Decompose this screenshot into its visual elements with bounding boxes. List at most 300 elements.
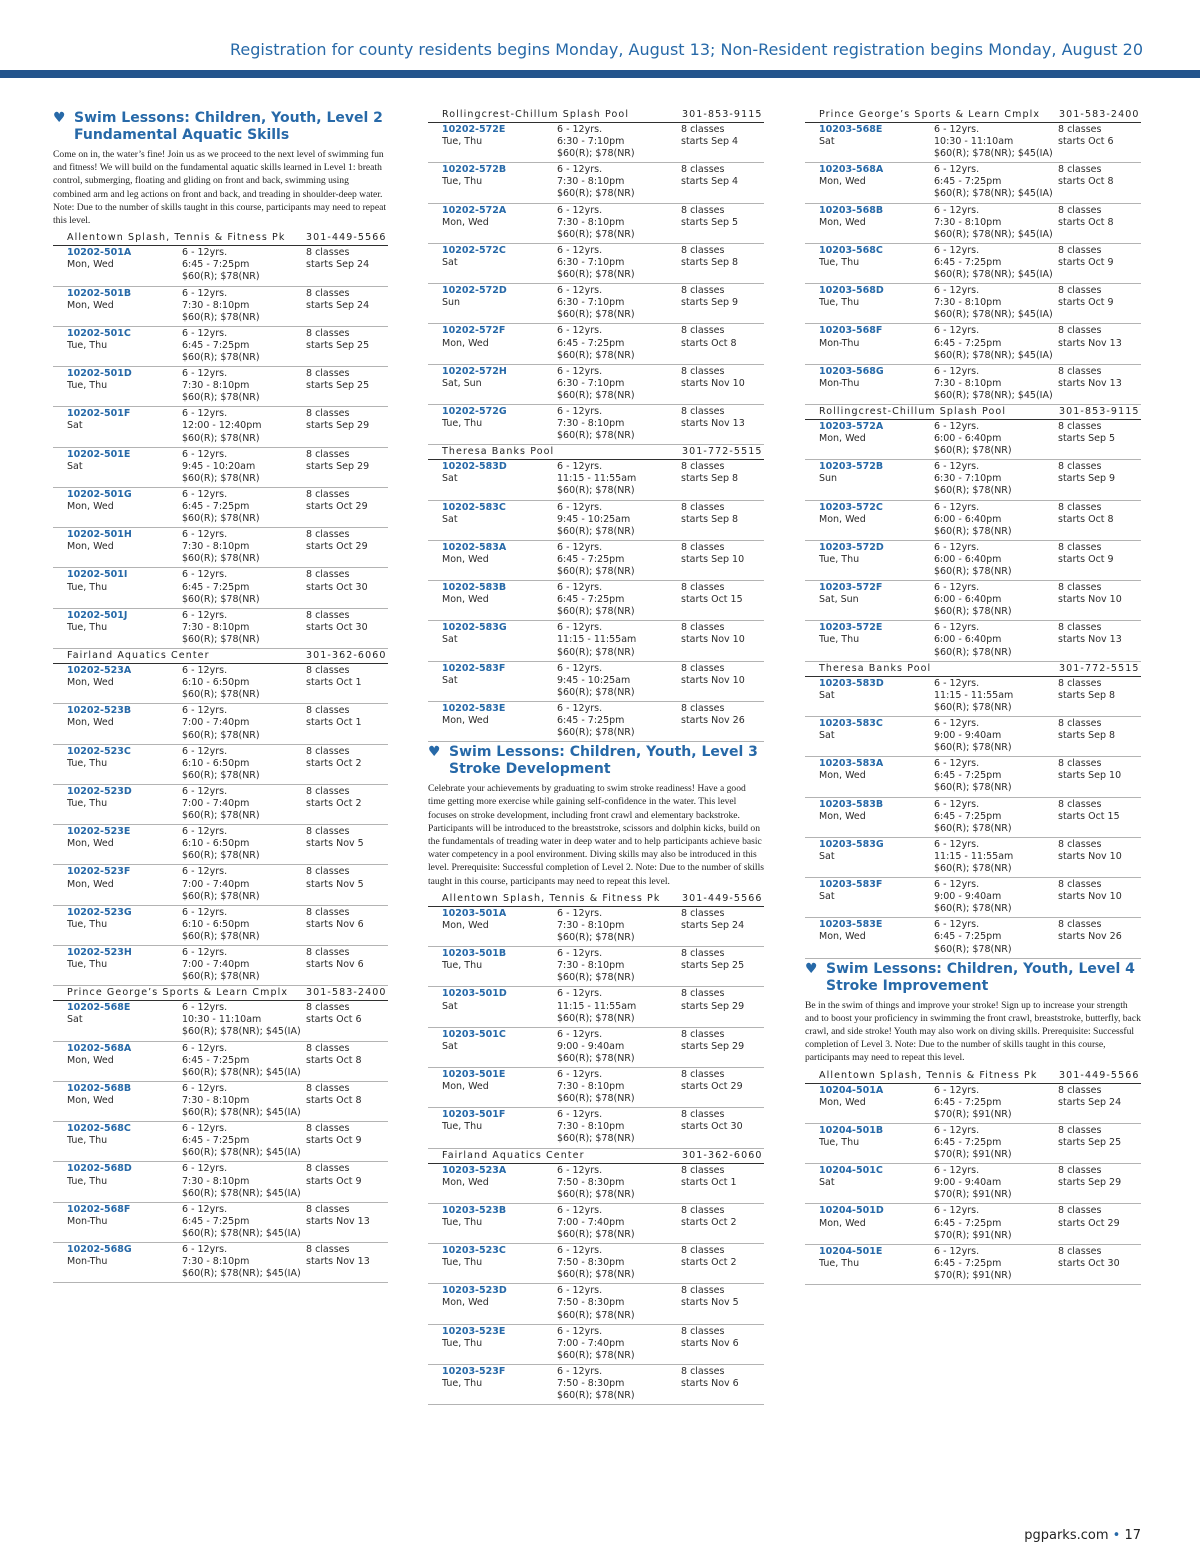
class-count: 8 classes	[1058, 124, 1102, 135]
class-age: 6 - 12yrs.	[934, 622, 980, 634]
class-code[interactable]: 10204-501A	[819, 1084, 884, 1096]
class-detail-cell	[182, 247, 306, 283]
class-id-cell	[819, 285, 934, 321]
class-code[interactable]: 10202-572G	[442, 405, 507, 417]
class-code[interactable]: 10203-572A	[819, 420, 884, 432]
class-count: 8 classes	[1058, 1084, 1102, 1096]
class-fee: $60(R); $78(NR)	[934, 701, 1012, 713]
class-code[interactable]: 10203-568A	[819, 164, 884, 176]
class-code[interactable]: 10202-568C	[67, 1123, 131, 1135]
class-detail-cell	[934, 678, 1058, 714]
class-row	[428, 1108, 764, 1148]
class-code[interactable]: 10203-583F	[819, 879, 883, 891]
class-start-date: starts Oct 30	[1058, 1257, 1120, 1269]
class-age: 6 - 12yrs.	[182, 1042, 228, 1054]
class-start-date: starts Oct 29	[681, 1081, 743, 1093]
class-age: 6 - 12yrs.	[557, 1245, 603, 1257]
class-detail-cell	[182, 449, 306, 485]
class-id-cell	[67, 866, 182, 902]
class-session-cell	[681, 1165, 764, 1201]
class-detail-cell	[557, 366, 681, 402]
venue-header	[428, 892, 764, 907]
class-session-cell	[681, 582, 764, 618]
class-row	[428, 1068, 764, 1108]
class-code[interactable]: 10203-523F	[442, 1365, 506, 1377]
class-days: Mon, Wed	[67, 541, 114, 553]
class-days: Tue, Thu	[819, 256, 860, 268]
class-days: Tue, Thu	[442, 176, 483, 188]
class-time: 7:00 - 7:40pm	[557, 1337, 625, 1349]
site-link[interactable]: pgparks.com	[1024, 1528, 1109, 1543]
class-count: 8 classes	[306, 247, 350, 259]
class-time: 6:45 - 7:25pm	[934, 1137, 1002, 1149]
class-count: 8 classes	[1058, 1205, 1102, 1217]
class-count: 8 classes	[1058, 461, 1102, 473]
class-count: 8 classes	[1058, 798, 1102, 810]
class-code[interactable]: 10202-568A	[67, 1042, 132, 1054]
class-session-cell	[306, 947, 388, 983]
class-age: 6 - 12yrs.	[934, 582, 980, 594]
class-start-date: starts Sep 24	[1058, 1096, 1122, 1108]
banner-bar	[0, 70, 1200, 78]
class-row	[805, 123, 1141, 163]
class-age: 6 - 12yrs.	[182, 368, 228, 380]
class-row	[53, 664, 388, 704]
venue-name: Allentown Splash, Tennis & Fitness Pk	[442, 892, 661, 904]
class-session-cell	[306, 826, 388, 862]
class-time: 7:30 - 8:10pm	[934, 297, 1002, 309]
class-age: 6 - 12yrs.	[934, 1084, 980, 1096]
class-session-cell	[681, 703, 764, 739]
class-session-cell	[1058, 461, 1141, 497]
class-age: 6 - 12yrs.	[557, 124, 603, 135]
class-time: 6:30 - 7:10pm	[557, 297, 625, 309]
class-code[interactable]: 10202-568F	[67, 1203, 131, 1215]
class-days: Tue, Thu	[442, 1337, 483, 1349]
class-code[interactable]: 10202-523C	[67, 745, 131, 757]
venue-name: Theresa Banks Pool	[819, 662, 932, 674]
class-code[interactable]: 10203-583C	[819, 717, 883, 729]
venue-table	[805, 108, 1141, 405]
class-row	[428, 365, 764, 405]
class-age: 6 - 12yrs.	[934, 1124, 980, 1136]
class-start-date: starts Sep 25	[1058, 1137, 1122, 1149]
class-id-cell	[819, 124, 934, 160]
class-code[interactable]: 10203-583E	[819, 919, 883, 931]
class-count: 8 classes	[681, 907, 725, 919]
class-code[interactable]: 10203-501F	[442, 1109, 506, 1121]
class-age: 6 - 12yrs.	[182, 1082, 228, 1094]
class-fee: $60(R); $78(NR)	[557, 228, 635, 240]
class-session-cell	[681, 205, 764, 241]
class-id-cell	[442, 1245, 557, 1281]
class-code[interactable]: 10203-523C	[442, 1245, 506, 1257]
class-row	[428, 1028, 764, 1068]
class-fee: $60(R); $78(NR)	[934, 903, 1012, 915]
class-fee: $60(R); $78(NR)	[557, 606, 635, 618]
class-detail-cell	[557, 582, 681, 618]
class-count: 8 classes	[681, 622, 725, 634]
class-start-date: starts Sep 10	[1058, 770, 1122, 782]
class-start-date: starts Nov 10	[681, 634, 745, 646]
class-session-cell	[681, 1069, 764, 1105]
class-code[interactable]: 10203-568F	[819, 325, 883, 337]
class-code[interactable]: 10202-523B	[67, 705, 132, 717]
class-time: 7:30 - 8:10pm	[182, 621, 250, 633]
class-days: Mon, Wed	[819, 433, 866, 445]
class-start-date: starts Nov 10	[1058, 594, 1122, 606]
class-fee: $60(R); $78(NR)	[557, 1309, 635, 1321]
class-code[interactable]: 10202-568G	[67, 1243, 132, 1255]
class-time: 9:00 - 9:40am	[557, 1040, 625, 1052]
class-code[interactable]: 10202-583F	[442, 662, 506, 674]
class-days: Mon, Wed	[442, 216, 489, 228]
class-row	[428, 541, 764, 581]
class-detail-cell	[934, 542, 1058, 578]
class-start-date: starts Nov 10	[1058, 891, 1122, 903]
class-row	[805, 420, 1141, 460]
class-code[interactable]: 10203-572D	[819, 541, 884, 553]
class-age: 6 - 12yrs.	[557, 1285, 603, 1297]
class-code[interactable]: 10202-583B	[442, 582, 507, 594]
class-id-cell	[442, 988, 557, 1024]
class-start-date: starts Sep 25	[681, 960, 745, 972]
class-row	[53, 704, 388, 744]
class-fee: $60(R); $78(NR)	[182, 392, 260, 404]
class-days: Mon, Wed	[442, 337, 489, 349]
class-session-cell	[306, 1123, 388, 1159]
class-code[interactable]: 10202-572C	[442, 244, 506, 256]
class-fee: $60(R); $78(NR)	[934, 445, 1012, 457]
class-count: 8 classes	[306, 529, 350, 541]
class-days: Tue, Thu	[67, 1175, 108, 1187]
class-days: Mon, Wed	[819, 1096, 866, 1108]
class-session-cell	[1058, 758, 1141, 794]
class-count: 8 classes	[306, 1203, 350, 1215]
class-age: 6 - 12yrs.	[557, 1204, 603, 1216]
class-age: 6 - 12yrs.	[934, 1165, 980, 1177]
class-age: 6 - 12yrs.	[182, 1243, 228, 1255]
class-start-date: starts Nov 13	[1058, 634, 1122, 646]
class-start-date: starts Oct 8	[306, 1054, 362, 1066]
class-days: Mon, Wed	[442, 919, 489, 931]
class-days: Sat, Sun	[442, 377, 482, 389]
class-detail-cell	[182, 705, 306, 741]
class-session-cell	[1058, 502, 1141, 538]
class-session-cell	[1058, 421, 1141, 457]
class-days: Mon, Wed	[67, 259, 114, 271]
class-code[interactable]: 10203-523B	[442, 1204, 507, 1216]
class-age: 6 - 12yrs.	[934, 285, 980, 297]
class-id-cell	[819, 622, 934, 658]
class-code[interactable]: 10202-501A	[67, 247, 132, 259]
venue-header	[805, 662, 1141, 677]
class-code[interactable]: 10202-501B	[67, 287, 132, 299]
class-code[interactable]: 10203-501D	[442, 988, 507, 1000]
class-days: Sat	[442, 634, 458, 646]
class-detail-cell	[557, 406, 681, 442]
class-detail-cell	[557, 1109, 681, 1145]
class-session-cell	[681, 542, 764, 578]
class-days: Tue, Thu	[442, 1121, 483, 1133]
class-code[interactable]: 10204-501E	[819, 1245, 883, 1257]
class-start-date: starts Oct 2	[681, 1216, 737, 1228]
class-count: 8 classes	[681, 1365, 725, 1377]
venue-table	[805, 662, 1141, 959]
class-count: 8 classes	[1058, 919, 1102, 931]
class-age: 6 - 12yrs.	[182, 947, 228, 958]
class-time: 6:45 - 7:25pm	[934, 256, 1002, 268]
class-session-cell	[306, 449, 388, 485]
class-id-cell	[67, 746, 182, 782]
class-code[interactable]: 10203-568E	[819, 124, 883, 135]
class-fee: $60(R); $78(NR)	[182, 553, 260, 565]
class-code[interactable]: 10202-572H	[442, 365, 507, 377]
class-row	[805, 677, 1141, 717]
class-code[interactable]: 10202-501J	[67, 609, 128, 621]
class-detail-cell	[182, 665, 306, 701]
class-session-cell	[681, 1109, 764, 1145]
class-id-cell	[442, 1285, 557, 1321]
class-code[interactable]: 10203-568B	[819, 204, 884, 216]
class-age: 6 - 12yrs.	[182, 408, 228, 420]
class-session-cell	[681, 164, 764, 200]
class-detail-cell	[182, 947, 306, 983]
class-count: 8 classes	[681, 1245, 725, 1257]
class-session-cell	[306, 1083, 388, 1119]
class-time: 7:30 - 8:10pm	[557, 1081, 625, 1093]
class-count: 8 classes	[681, 1164, 725, 1176]
class-row	[53, 1082, 388, 1122]
class-session-cell	[681, 948, 764, 984]
class-count: 8 classes	[306, 785, 350, 797]
class-code[interactable]: 10202-583C	[442, 501, 506, 513]
venue-phone: 301-772-5515	[1059, 662, 1140, 674]
class-fee: $60(R); $78(NR); $45(IA)	[934, 188, 1053, 200]
class-code[interactable]: 10202-572A	[442, 204, 507, 216]
class-code[interactable]: 10203-501B	[442, 948, 507, 960]
class-code[interactable]: 10203-501E	[442, 1068, 506, 1080]
class-session-cell	[681, 1245, 764, 1281]
class-fee: $60(R); $78(NR)	[182, 930, 260, 942]
class-days: Mon, Wed	[67, 501, 114, 512]
class-detail-cell	[557, 461, 681, 497]
class-time: 6:45 - 7:25pm	[182, 1135, 250, 1147]
class-code[interactable]: 10203-501A	[442, 907, 507, 919]
venue-table	[805, 405, 1141, 662]
venue-phone: 301-362-6060	[682, 1149, 763, 1161]
class-code[interactable]: 10203-572F	[819, 582, 883, 594]
class-code[interactable]: 10204-501D	[819, 1205, 884, 1217]
class-row	[805, 621, 1141, 661]
class-count: 8 classes	[306, 408, 350, 420]
class-start-date: starts Nov 5	[306, 838, 364, 850]
venue-name: Theresa Banks Pool	[442, 446, 555, 458]
class-code[interactable]: 10202-568E	[67, 1002, 131, 1014]
class-row	[53, 1042, 388, 1082]
class-code[interactable]: 10203-583D	[819, 677, 884, 689]
class-code[interactable]: 10202-572F	[442, 325, 506, 337]
class-id-cell	[67, 1083, 182, 1119]
class-id-cell	[819, 839, 934, 875]
class-days: Tue, Thu	[819, 1257, 860, 1269]
class-start-date: starts Sep 24	[681, 919, 745, 931]
class-age: 6 - 12yrs.	[557, 1109, 603, 1121]
page-number: 17	[1124, 1528, 1141, 1543]
class-code[interactable]: 10202-501H	[67, 529, 132, 541]
class-code[interactable]: 10202-572B	[442, 164, 507, 176]
class-id-cell	[67, 288, 182, 324]
class-days: Mon-Thu	[67, 1256, 108, 1268]
class-row	[428, 947, 764, 987]
class-days: Mon, Wed	[67, 677, 114, 689]
class-row	[428, 501, 764, 541]
class-code[interactable]: 10202-501D	[67, 368, 132, 380]
class-id-cell	[67, 665, 182, 701]
class-code[interactable]: 10202-583A	[442, 541, 507, 553]
class-start-date: starts Oct 29	[306, 501, 368, 512]
class-id-cell	[819, 1246, 934, 1282]
class-session-cell	[306, 705, 388, 741]
class-code[interactable]: 10202-523D	[67, 785, 132, 797]
class-code[interactable]: 10204-501C	[819, 1165, 883, 1177]
class-detail-cell	[934, 285, 1058, 321]
class-code[interactable]: 10202-501E	[67, 448, 131, 460]
class-days: Tue, Thu	[67, 1135, 108, 1147]
course-title-line: Swim Lessons: Children, Youth, Level 4	[826, 960, 1135, 977]
class-code[interactable]: 10202-523A	[67, 665, 132, 677]
class-session-cell	[306, 529, 388, 565]
class-code[interactable]: 10203-568D	[819, 285, 884, 297]
class-count: 8 classes	[306, 609, 350, 621]
class-session-cell	[681, 1366, 764, 1402]
class-start-date: starts Oct 9	[306, 1135, 362, 1147]
class-id-cell	[67, 368, 182, 404]
class-code[interactable]: 10202-501C	[67, 327, 131, 339]
class-age: 6 - 12yrs.	[557, 948, 603, 960]
class-fee: $60(R); $78(NR)	[557, 566, 635, 577]
class-code[interactable]: 10202-583G	[442, 622, 507, 634]
class-fee: $60(R); $78(NR); $45(IA)	[182, 1066, 301, 1078]
class-id-cell	[67, 1163, 182, 1199]
class-code[interactable]: 10203-568C	[819, 244, 883, 256]
class-detail-cell	[934, 1125, 1058, 1161]
class-fee: $60(R); $78(NR)	[557, 972, 635, 984]
class-fee: $60(R); $78(NR)	[934, 782, 1012, 794]
class-time: 11:15 - 11:55am	[934, 689, 1014, 701]
class-time: 6:00 - 6:40pm	[934, 553, 1002, 565]
class-start-date: starts Oct 29	[1058, 1217, 1120, 1229]
class-code[interactable]: 10202-583E	[442, 702, 506, 714]
venue-header	[53, 649, 388, 664]
class-detail-cell	[182, 746, 306, 782]
class-time: 6:45 - 7:25pm	[934, 337, 1002, 349]
class-code[interactable]: 10203-583A	[819, 758, 884, 770]
class-code[interactable]: 10203-572B	[819, 461, 884, 473]
class-age: 6 - 12yrs.	[557, 501, 603, 513]
class-code[interactable]: 10202-501I	[67, 569, 128, 581]
class-code[interactable]: 10203-572E	[819, 622, 883, 634]
class-time: 7:00 - 7:40pm	[182, 797, 250, 809]
class-days: Sat	[819, 1177, 835, 1189]
class-days: Mon, Wed	[67, 838, 114, 850]
class-days: Tue, Thu	[819, 553, 860, 565]
class-code[interactable]: 10203-501C	[442, 1028, 506, 1040]
class-code[interactable]: 10202-568B	[67, 1082, 132, 1094]
class-start-date: starts Sep 25	[306, 380, 370, 392]
course-title-line: Fundamental Aquatic Skills	[74, 127, 290, 143]
class-start-date: starts Sep 8	[681, 256, 739, 268]
class-code[interactable]: 10203-583G	[819, 838, 884, 850]
class-start-date: starts Sep 29	[681, 1000, 745, 1012]
class-fee: $60(R); $78(NR)	[557, 1188, 635, 1200]
class-code[interactable]: 10202-572E	[442, 124, 506, 135]
class-code[interactable]: 10202-523G	[67, 906, 132, 918]
class-id-cell	[819, 205, 934, 241]
class-code[interactable]: 10203-523E	[442, 1325, 506, 1337]
class-row	[53, 609, 388, 649]
class-count: 8 classes	[1058, 285, 1102, 297]
class-time: 11:15 - 11:55am	[557, 473, 637, 485]
class-time: 6:45 - 7:25pm	[934, 1217, 1002, 1229]
class-count: 8 classes	[681, 1068, 725, 1080]
class-time: 7:30 - 8:10pm	[557, 960, 625, 972]
class-id-cell	[442, 1029, 557, 1065]
class-age: 6 - 12yrs.	[557, 244, 603, 256]
class-days: Sat	[819, 689, 835, 701]
class-days: Mon, Wed	[442, 1176, 489, 1188]
class-start-date: starts Oct 9	[1058, 553, 1114, 565]
class-row	[805, 1124, 1141, 1164]
class-row	[805, 244, 1141, 284]
class-session-cell	[1058, 164, 1141, 200]
class-code[interactable]: 10202-501F	[67, 408, 131, 420]
class-count: 8 classes	[306, 287, 350, 299]
class-session-cell	[681, 124, 764, 160]
class-code[interactable]: 10202-523E	[67, 826, 131, 838]
class-code[interactable]: 10203-568G	[819, 365, 884, 377]
class-age: 6 - 12yrs.	[182, 609, 228, 621]
class-detail-cell	[182, 1244, 306, 1280]
class-code[interactable]: 10204-501B	[819, 1124, 884, 1136]
class-code[interactable]: 10203-583B	[819, 798, 884, 810]
class-code[interactable]: 10202-523H	[67, 947, 132, 958]
class-days: Tue, Thu	[819, 1137, 860, 1149]
class-id-cell	[442, 542, 557, 578]
class-age: 6 - 12yrs.	[182, 1002, 228, 1014]
class-row	[53, 1001, 388, 1041]
class-code[interactable]: 10202-568D	[67, 1163, 132, 1175]
class-code[interactable]: 10202-523F	[67, 866, 131, 878]
class-code[interactable]: 10202-583D	[442, 461, 507, 473]
class-row	[428, 662, 764, 702]
class-count: 8 classes	[306, 488, 350, 500]
class-code[interactable]: 10203-572C	[819, 501, 883, 513]
class-count: 8 classes	[306, 705, 350, 717]
class-fee: $60(R); $78(NR)	[934, 646, 1012, 658]
class-time: 6:10 - 6:50pm	[182, 838, 250, 850]
class-code[interactable]: 10202-572D	[442, 285, 507, 297]
class-code[interactable]: 10202-501G	[67, 488, 132, 500]
class-days: Mon, Wed	[67, 878, 114, 890]
class-code[interactable]: 10203-523D	[442, 1285, 507, 1297]
class-row	[53, 865, 388, 905]
class-detail-cell	[182, 1204, 306, 1240]
class-fee: $60(R); $78(NR)	[557, 1133, 635, 1145]
class-row	[53, 785, 388, 825]
class-code[interactable]: 10203-523A	[442, 1164, 507, 1176]
class-id-cell	[819, 1085, 934, 1121]
